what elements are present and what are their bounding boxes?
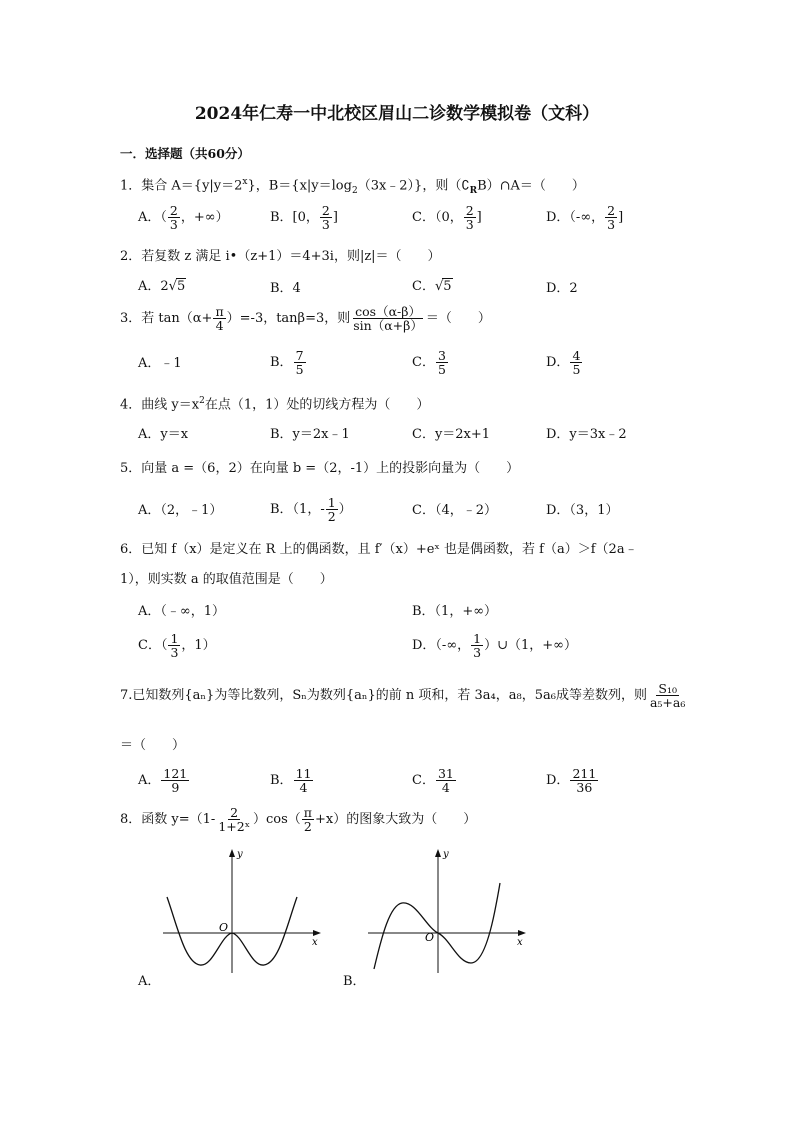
- question-4-option-b[interactable]: B．y＝2x﹣1: [270, 427, 350, 442]
- question-4-option-c[interactable]: C．y＝2x+1: [412, 427, 491, 442]
- question-2-stem: 2．若复数 z 满足 i•（z+1）＝4+3i，则|z|＝（ ）: [120, 249, 441, 264]
- question-4-option-a[interactable]: A．y＝x: [138, 427, 189, 442]
- y-axis-label: y: [443, 849, 449, 860]
- question-7-option-c[interactable]: C． $\frac{31}{4}$: [412, 766, 454, 796]
- question-4-stem: 4．曲线 $y=x^2$在点（1，1）处的切线方程为（ ）: [120, 396, 430, 413]
- question-5-option-a[interactable]: A．（2，﹣1）: [138, 503, 223, 518]
- question-7-option-a[interactable]: A． $\frac{121}{9}$: [138, 766, 188, 796]
- question-7-option-d[interactable]: D． $\frac{211}{36}$: [546, 766, 597, 796]
- question-2-option-d[interactable]: D．2: [546, 281, 578, 296]
- question-3-stem: 3．若 tan（α+ $\frac{\pi}{4}$ ）=-3，tanβ=3，则 $\frac{\cos(\alpha-\beta)}{\sin(\alpha+\beta)}$ ＝（ ）: [120, 304, 491, 334]
- y-axis-label: y: [237, 849, 243, 860]
- x-axis-label: x: [517, 937, 523, 948]
- question-8-option-b[interactable]: B．: [343, 974, 366, 989]
- question-3-option-a[interactable]: A．﹣1: [138, 356, 182, 371]
- question-1-option-c[interactable]: C．（0， $\frac{2}{3}$ ]: [412, 203, 482, 233]
- question-2-option-c[interactable]: C．√5: [412, 279, 452, 294]
- question-6-option-d[interactable]: D．（-∞， $\frac{1}{3}$ ）∪（1，+∞）: [412, 631, 577, 661]
- question-1-option-b[interactable]: B．[0， $\frac{2}{3}$ ]: [270, 203, 338, 233]
- section-heading: 一．选择题（共60分）: [120, 146, 250, 161]
- question-7-stem-line-2: ＝（ ）: [120, 738, 186, 753]
- page-title: 2024年仁寿一中北校区眉山二诊数学模拟卷（文科）: [194, 104, 600, 124]
- question-8-graph-b[interactable]: [360, 845, 535, 975]
- question-6-option-c[interactable]: C．（ $\frac{1}{3}$ ，1）: [138, 631, 216, 661]
- question-1-option-d[interactable]: D．（-∞， $\frac{2}{3}$ ]: [546, 203, 624, 233]
- question-6-option-a[interactable]: A．（﹣∞，1）: [138, 604, 225, 619]
- x-axis-arrow: [313, 930, 321, 936]
- question-7-option-b[interactable]: B． $\frac{11}{4}$: [270, 766, 312, 796]
- y-axis-arrow: [229, 849, 235, 857]
- y-axis-arrow: [435, 849, 441, 857]
- question-5-option-d[interactable]: D．（3，1）: [546, 503, 619, 518]
- question-2-option-a[interactable]: A．2√5: [138, 279, 186, 294]
- x-axis-label: x: [312, 937, 318, 948]
- question-7-stem: 7.已知数列{aₙ}为等比数列，Sₙ为数列{aₙ}的前 n 项和，若 3a₄，a₈，5a₆成等差数列，则 $\frac{\text{S₁₀}}{\text{a₅+a₆}}$: [120, 681, 686, 711]
- question-2-option-b[interactable]: B．4: [270, 281, 301, 296]
- question-5-stem: 5．向量 a =（6，2）在向量 b =（2，-1）上的投影向量为（ ）: [120, 461, 520, 476]
- question-8-graph-a[interactable]: [155, 845, 330, 975]
- question-5-option-b[interactable]: B．（1，- $\frac{1}{2}$ ）: [270, 495, 352, 525]
- question-8-stem: 8．函数 y=（1- $\frac{2}{\text{1+2ˣ}}$ ）cos（ $\frac{\pi}{2}$ +x）的图象大致为（ ）: [120, 805, 477, 835]
- question-8-option-a[interactable]: A．: [138, 974, 161, 989]
- question-3-option-d[interactable]: D． $\frac{4}{5}$: [546, 348, 581, 378]
- curve: [374, 883, 500, 969]
- origin-label: O: [219, 921, 229, 934]
- origin-label: O: [425, 931, 435, 944]
- question-4-option-d[interactable]: D．y＝3x﹣2: [546, 427, 627, 442]
- question-6-stem-line-1: 6．已知 f（x）是定义在 R 上的偶函数，且 f′（x）+eˣ 也是偶函数，若 f（a）＞f（2a﹣: [120, 542, 638, 557]
- question-3-option-c[interactable]: C． $\frac{3}{5}$: [412, 348, 446, 378]
- question-3-option-b[interactable]: B． $\frac{7}{5}$: [270, 348, 304, 378]
- question-6-stem-line-2: 1），则实数 a 的取值范围是（ ）: [120, 572, 333, 587]
- question-5-option-c[interactable]: C．（4，﹣2）: [412, 503, 497, 518]
- question-1-option-a[interactable]: A．（ $\frac{2}{3}$ ，+∞）: [138, 203, 229, 233]
- x-axis-arrow: [518, 930, 526, 936]
- question-6-option-b[interactable]: B．（1，+∞）: [412, 604, 498, 619]
- question-1-stem: 1．集合 $A=\{y|y=2^x\}$，$B=\{x|y=\log_2(3x﹣2)\}$，则$(∁_RB)\cap A=$（ ）: [120, 177, 585, 196]
